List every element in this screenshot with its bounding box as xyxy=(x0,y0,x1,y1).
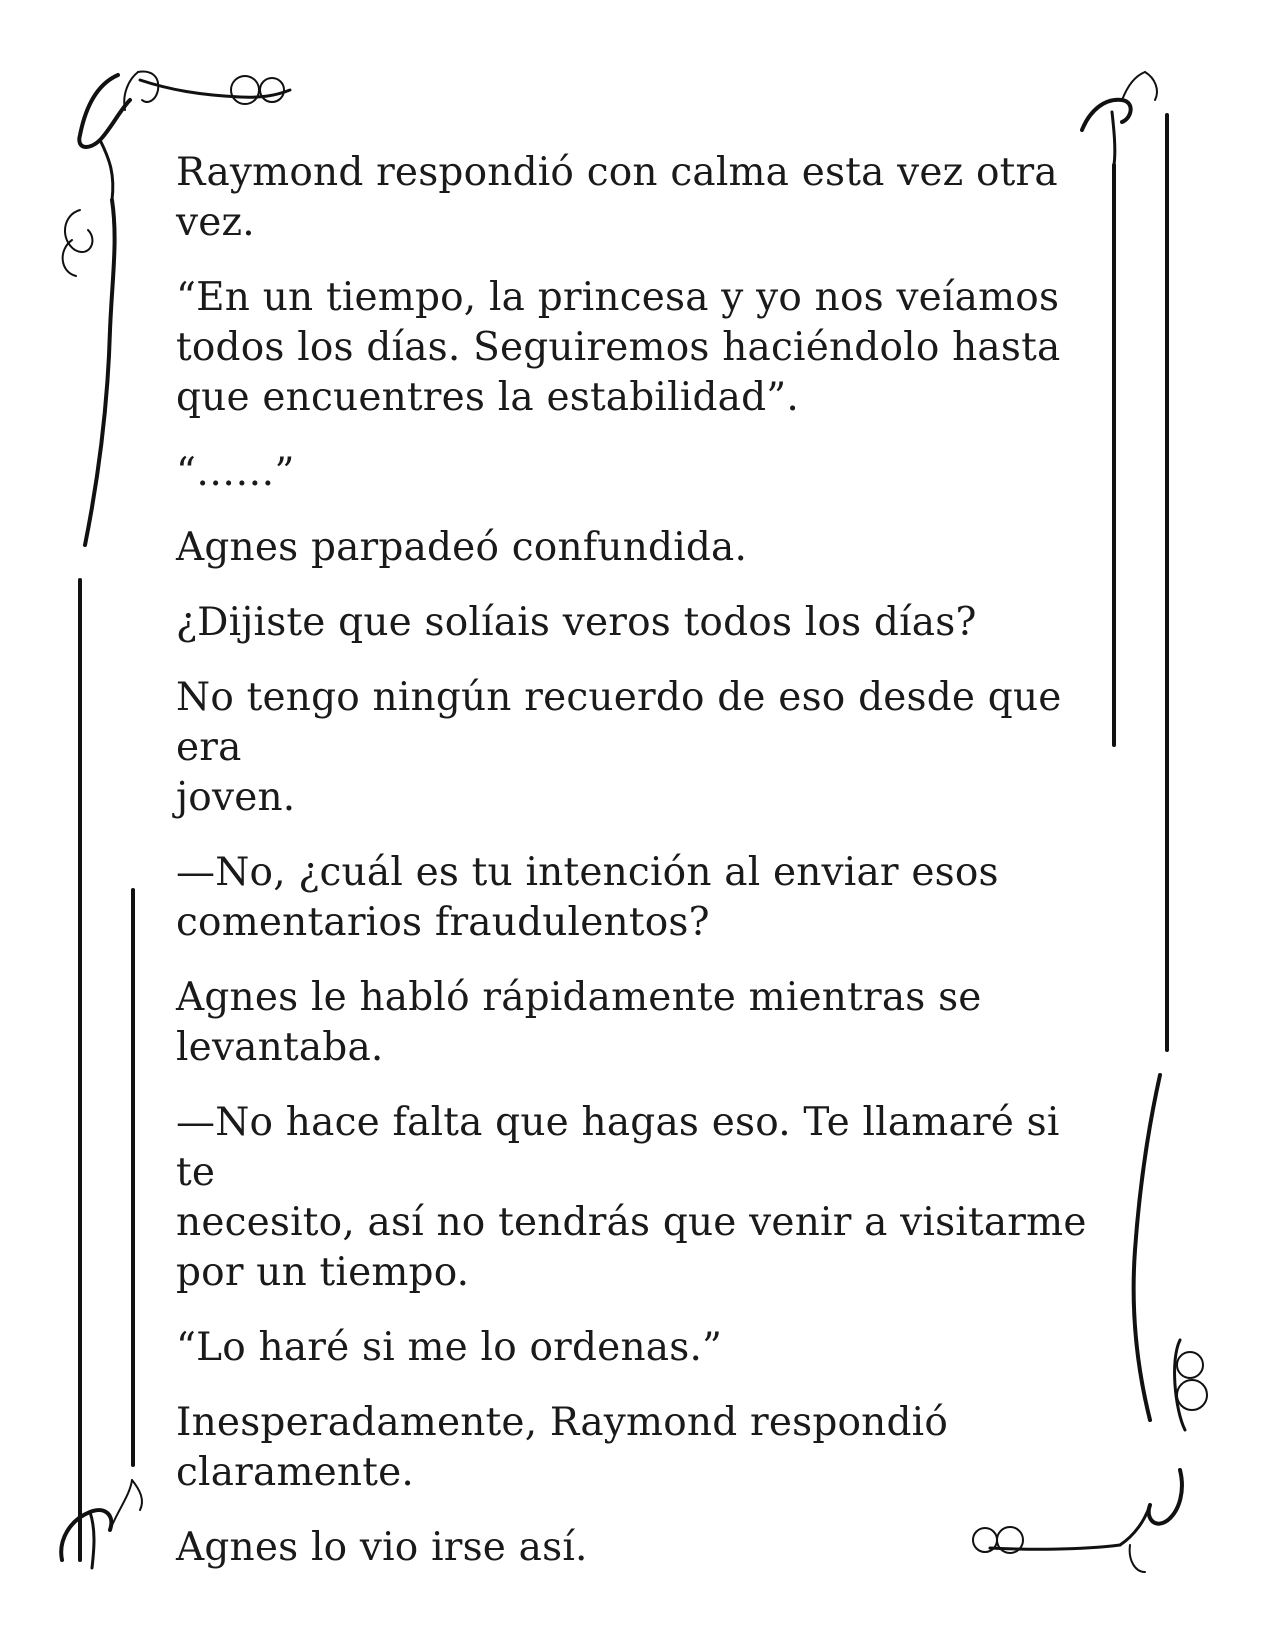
paragraph: “……” xyxy=(176,450,295,495)
paragraph: Raymond respondió con calma esta vez otra vez. xyxy=(176,150,1058,245)
paragraph: —No hace falta que hagas eso. Te llamaré si te necesito, así no tendrás que venir a visitarme por un tiempo. xyxy=(176,1100,1087,1295)
paragraph: Agnes lo vio irse así. xyxy=(176,1525,588,1570)
paragraph: Agnes le habló rápidamente mientras se levantaba. xyxy=(176,975,982,1070)
paragraph: Agnes parpadeó confundida. xyxy=(176,525,748,570)
paragraph: “Lo haré si me lo ordenas.” xyxy=(176,1325,723,1370)
bottom-left-flourish xyxy=(61,1480,142,1568)
paragraph: ¿Dijiste que solíais veros todos los días? xyxy=(176,600,977,645)
paragraph: Inesperadamente, Raymond respondió claramente. xyxy=(176,1400,949,1495)
paragraph: —No, ¿cuál es tu intención al enviar esos comentarios fraudulentos? xyxy=(176,850,999,945)
paragraph: No tengo ningún recuerdo de eso desde que era joven. xyxy=(176,675,1062,820)
story-text xyxy=(176,148,1096,1598)
paragraph: “En un tiempo, la princesa y yo nos veíamos todos los días. Seguiremos haciéndolo hasta que encuentres la estabilidad”. xyxy=(176,275,1061,420)
